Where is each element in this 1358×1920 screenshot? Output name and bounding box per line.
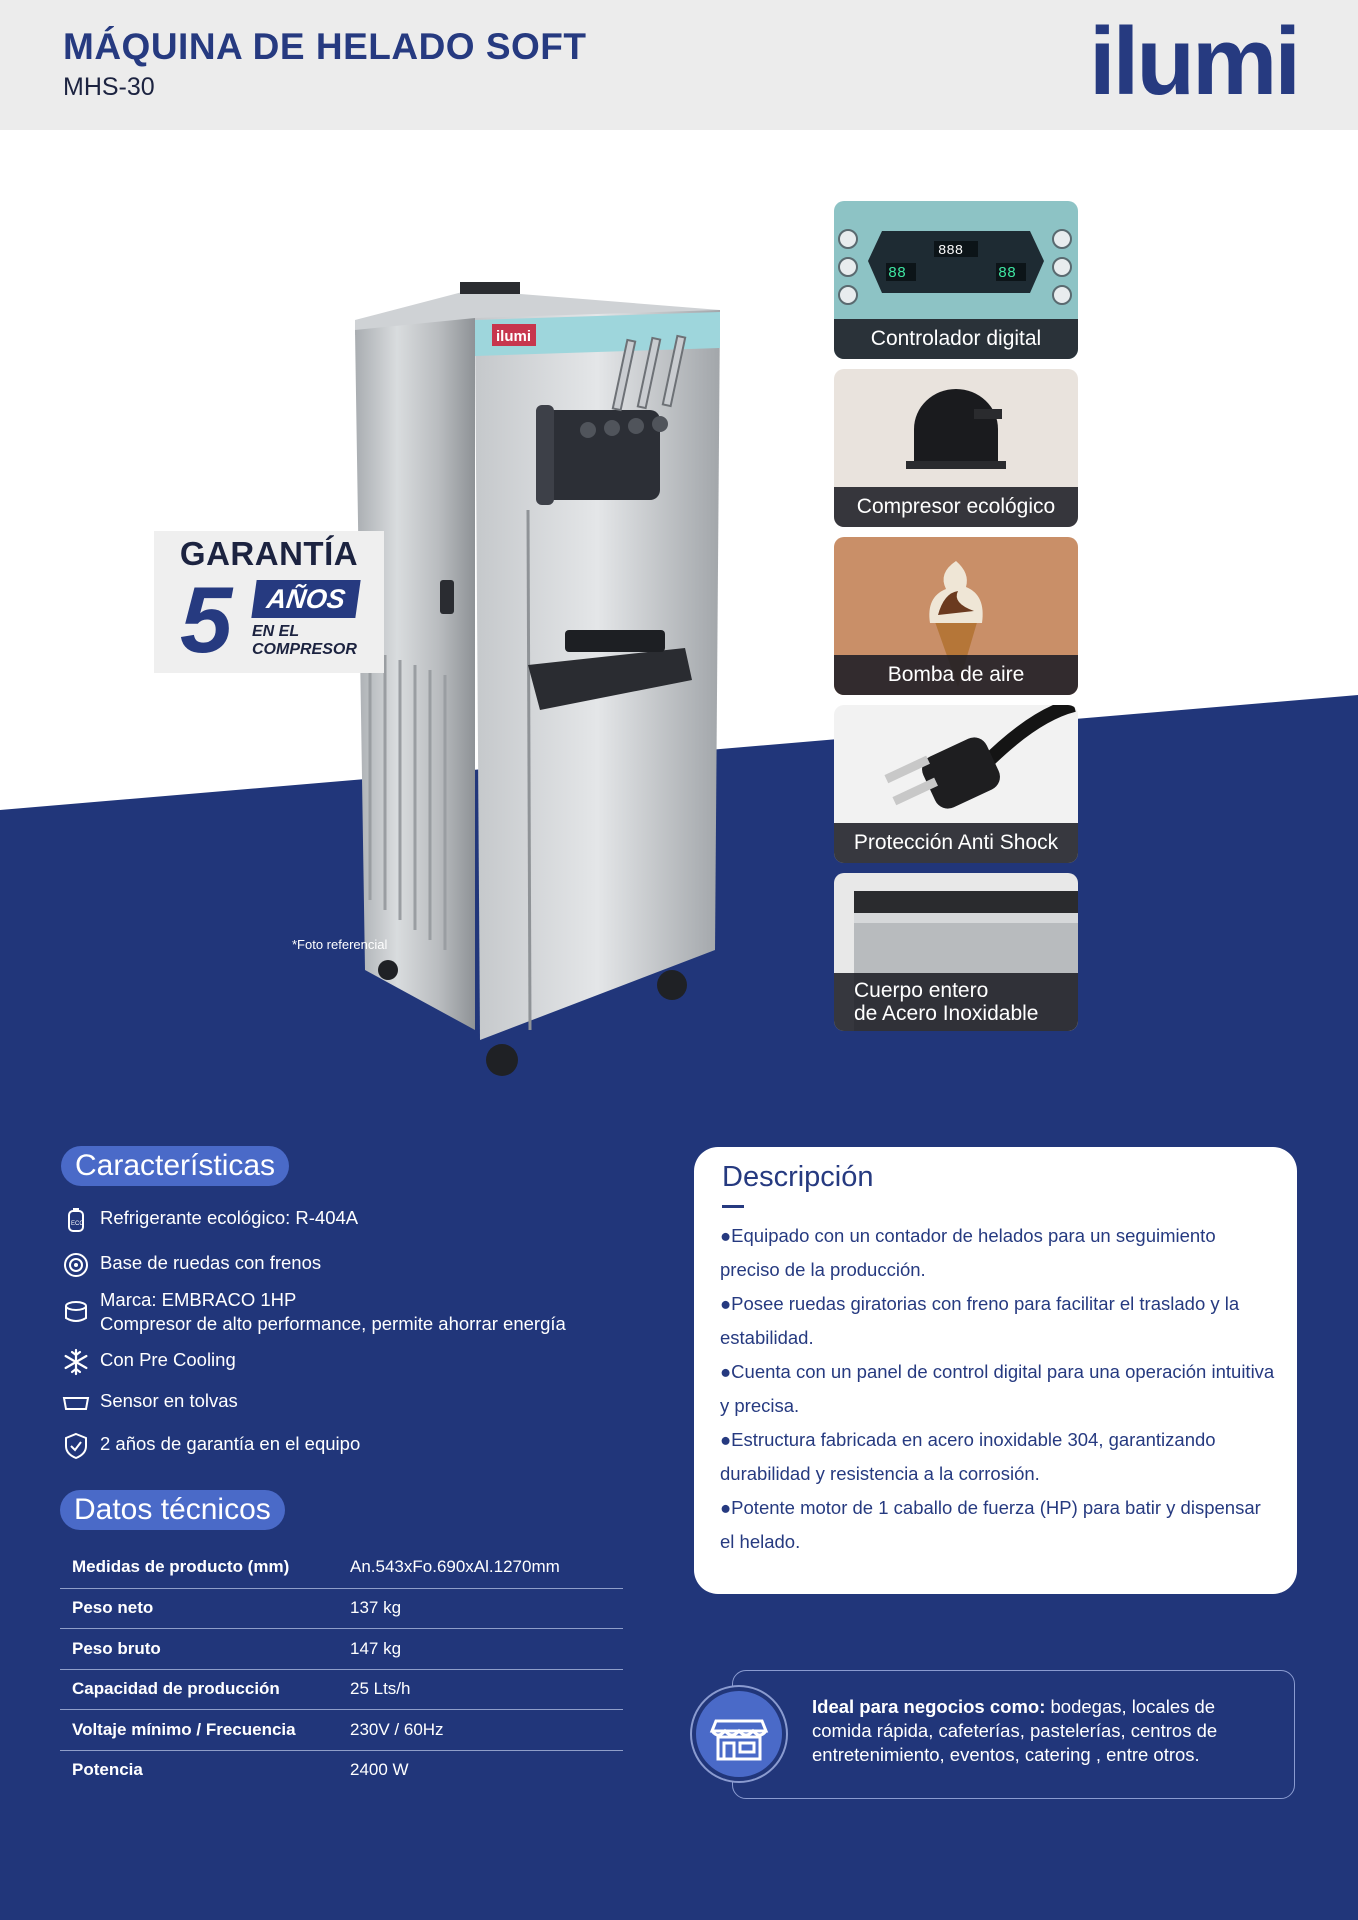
description-underline [722,1205,744,1208]
warranty-sub-line1: EN EL [252,623,300,640]
table-row [60,1669,623,1710]
svg-text:88: 88 [888,265,907,282]
machine-label-text: ilumi [496,328,532,345]
feature-card-label: Controlador digital [834,319,1078,359]
spec-key: Medidas de producto (mm) [72,1557,290,1577]
description-list [720,1219,1276,1559]
feature-card-label: Compresor ecológico [834,487,1078,527]
compressor-icon [62,1298,90,1326]
table-row [60,1750,623,1791]
spec-value: 230V / 60Hz [350,1719,444,1739]
feature-card-label [834,973,1078,1031]
feature-card-steel-body [834,873,1078,1031]
spec-value: An.543xFo.690xAl.1270mm [350,1557,560,1577]
warranty-badge [154,531,384,673]
snowflake-icon [62,1348,90,1376]
spec-value: 2400 W [350,1760,409,1780]
table-row [60,1588,623,1629]
spec-value: 25 Lts/h [350,1679,411,1699]
table-row [60,1709,623,1750]
characteristics-heading: Características [61,1146,289,1186]
spec-key: Peso bruto [72,1638,161,1658]
ideal-for-lead: Ideal para negocios como: [812,1696,1046,1717]
page-title: MÁQUINA DE HELADO SOFT [63,26,587,67]
warranty-subtitle [252,623,357,660]
characteristic-item [62,1288,566,1336]
feature-card-label-line2: de Acero Inoxidable [854,1002,1039,1025]
header-bar [0,0,1358,130]
table-row [60,1628,623,1669]
feature-card-label: Protección Anti Shock [834,823,1078,863]
table-row [60,1547,623,1588]
description-card [694,1147,1297,1594]
warranty-years: AÑOS [251,580,360,618]
warranty-sub-line2: COMPRESOR [252,641,357,659]
description-bullet: ●Potente motor de 1 caballo de fuerza (HP) para batir y dispensar el helado. [720,1497,1261,1552]
spec-value: 147 kg [350,1638,402,1658]
spec-key: Capacidad de producción [72,1679,280,1699]
feature-card-label: Bomba de aire [834,655,1078,695]
characteristic-text [100,1288,566,1336]
warranty-number: 5 [180,567,233,672]
storefront-icon [696,1691,782,1777]
description-heading: Descripción [722,1161,874,1193]
description-bullet: ●Estructura fabricada en acero inoxidable 304, garantizando durabilidad y resistencia a la corrosión. [720,1429,1216,1484]
characteristic-text: Sensor en tolvas [100,1390,238,1411]
description-bullet: ●Equipado con un contador de helados para un seguimiento preciso de la producción. [720,1225,1216,1280]
characteristic-text: Base de ruedas con frenos [100,1252,322,1273]
ideal-icon-badge [692,1687,786,1781]
spec-key: Voltaje mínimo / Frecuencia [72,1719,296,1739]
technical-data-table [60,1547,623,1790]
feature-card-digital-controller [834,201,1078,359]
svg-text:888: 888 [938,243,964,259]
feature-card-air-pump [834,537,1078,695]
model-number: MHS-30 [63,73,155,101]
characteristic-item [62,1348,236,1376]
description-bullet: ●Posee ruedas giratorias con freno para facilitar el traslado y la estabilidad. [720,1293,1240,1348]
feature-card-anti-shock [834,705,1078,863]
characteristic-text: 2 años de garantía en el equipo [100,1433,361,1454]
spec-key: Peso neto [72,1598,154,1618]
characteristic-item [62,1251,321,1279]
characteristic-line1: Marca: EMBRACO 1HP [100,1289,297,1310]
characteristic-line2: Compresor de alto performance, permite ahorrar energía [100,1313,566,1334]
technical-heading: Datos técnicos [60,1490,285,1530]
ideal-for-text [812,1695,1272,1767]
ice-cream-machine-image [340,270,740,1080]
ideal-for-list: bodegas, locales de comida rápida, cafeterías, pastelerías, centros de entretenimiento, eventos, catering , entre otros. [812,1696,1218,1765]
description-bullet: ●Cuenta con un panel de control digital para una operación intuitiva y precisa. [720,1361,1275,1416]
photo-reference-note: *Foto referencial [292,937,388,952]
spec-key: Potencia [72,1760,143,1780]
refrigerant-icon [62,1206,90,1234]
brand-logo: ilumi [1088,8,1298,115]
shield-check-icon [62,1432,90,1460]
characteristic-item [62,1206,358,1234]
characteristic-text: Con Pre Cooling [100,1349,236,1370]
spec-value: 137 kg [350,1598,402,1618]
feature-card-compressor [834,369,1078,527]
svg-text:ECO: ECO [71,1221,85,1227]
warranty-title: GARANTÍA [179,535,359,572]
feature-card-label-line1: Cuerpo entero [854,979,989,1002]
characteristic-text: Refrigerante ecológico: R-404A [100,1207,359,1228]
hopper-icon [62,1389,90,1417]
characteristic-item [62,1389,238,1417]
svg-text:88: 88 [998,265,1017,282]
characteristic-item [62,1432,360,1460]
wheel-icon [62,1251,90,1279]
